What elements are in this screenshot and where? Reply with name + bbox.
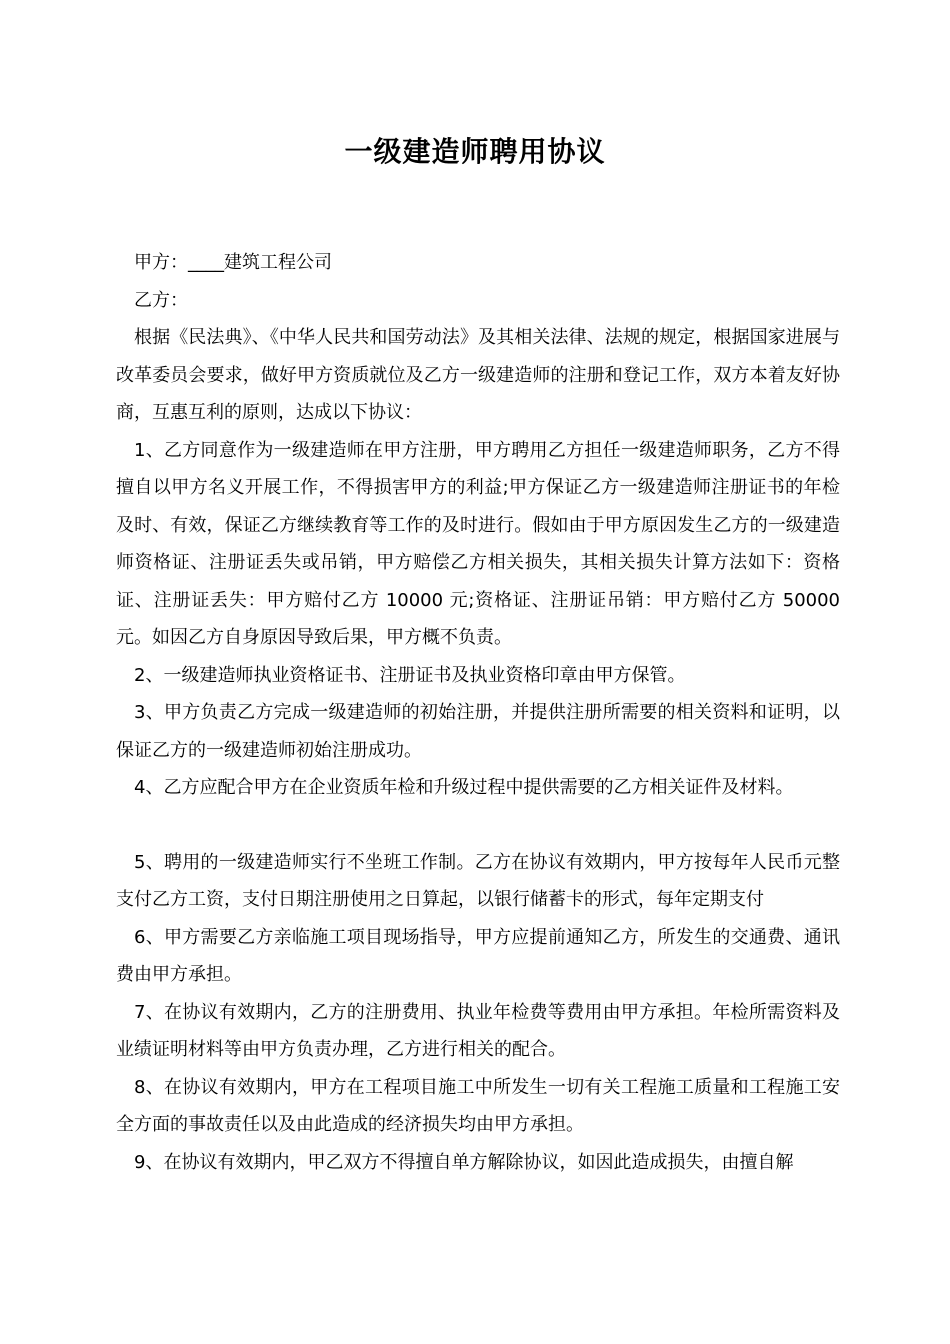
- clause-2: 2、一级建造师执业资格证书、注册证书及执业资格印章由甲方保管。: [134, 664, 686, 686]
- paragraph-spacer: [116, 807, 840, 844]
- clause-7: 7、在协议有效期内，乙方的注册费用、执业年检费等费用由甲方承担。年检所需资料及业绩证明材料等由甲方负责办理，乙方进行相关的配合。: [116, 1001, 840, 1060]
- document-title: 一级建造师聘用协议: [344, 135, 606, 168]
- clause-4: 4、乙方应配合甲方在企业资质年检和升级过程中提供需要的乙方相关证件及材料。: [134, 777, 794, 798]
- party-b-line: 乙方：: [134, 289, 188, 311]
- clause-5: 5、聘用的一级建造师实行不坐班工作制。乙方在协议有效期内，甲方按每年人民币元整支付乙方工资，支付日期注册使用之日算起，以银行储蓄卡的形式，每年定期支付: [116, 851, 840, 910]
- clause-9: 9、在协议有效期内，甲乙双方不得擅自单方解除协议，如因此造成损失，由擅自解: [134, 1151, 794, 1173]
- clause-6: 6、甲方需要乙方亲临施工项目现场指导，甲方应提前通知乙方，所发生的交通费、通讯费由甲方承担。: [116, 926, 840, 985]
- party-a-line: 甲方：____建筑工程公司: [134, 252, 332, 273]
- clause-8: 8、在协议有效期内，甲方在工程项目施工中所发生一切有关工程施工质量和工程施工安全方面的事故责任以及由此造成的经济损失均由甲方承担。: [116, 1076, 840, 1135]
- clause-3: 3、甲方负责乙方完成一级建造师的初始注册，并提供注册所需要的相关资料和证明，以保证乙方的一级建造师初始注册成功。: [116, 702, 840, 761]
- clause-1: 1、乙方同意作为一级建造师在甲方注册，甲方聘用乙方担任一级建造师职务，乙方不得擅自以甲方名义开展工作，不得损害甲方的利益;甲方保证乙方一级建造师注册证书的年检及时、有效，保证乙方继续教育等工作的及时进行。假如由于甲方原因发生乙方的一级建造师资格证、注册证丢失或吊销，甲方赔偿乙方相关损失，其相关损失计算方法如下：资格证、注册证丢失：甲方赔付乙方 10000 元;资格证、注册证吊销：甲方赔付乙方 50000 元。如因乙方自身原因导致后果，甲方概不负责。: [116, 439, 840, 648]
- preamble-paragraph: 根据《民法典》、《中华人民共和国劳动法》及其相关法律、法规的规定，根据国家进展与改革委员会要求，做好甲方资质就位及乙方一级建造师的注册和登记工作，双方本着友好协商，互惠互利的原则，达成以下协议：: [116, 327, 840, 423]
- document-body: [116, 244, 840, 1181]
